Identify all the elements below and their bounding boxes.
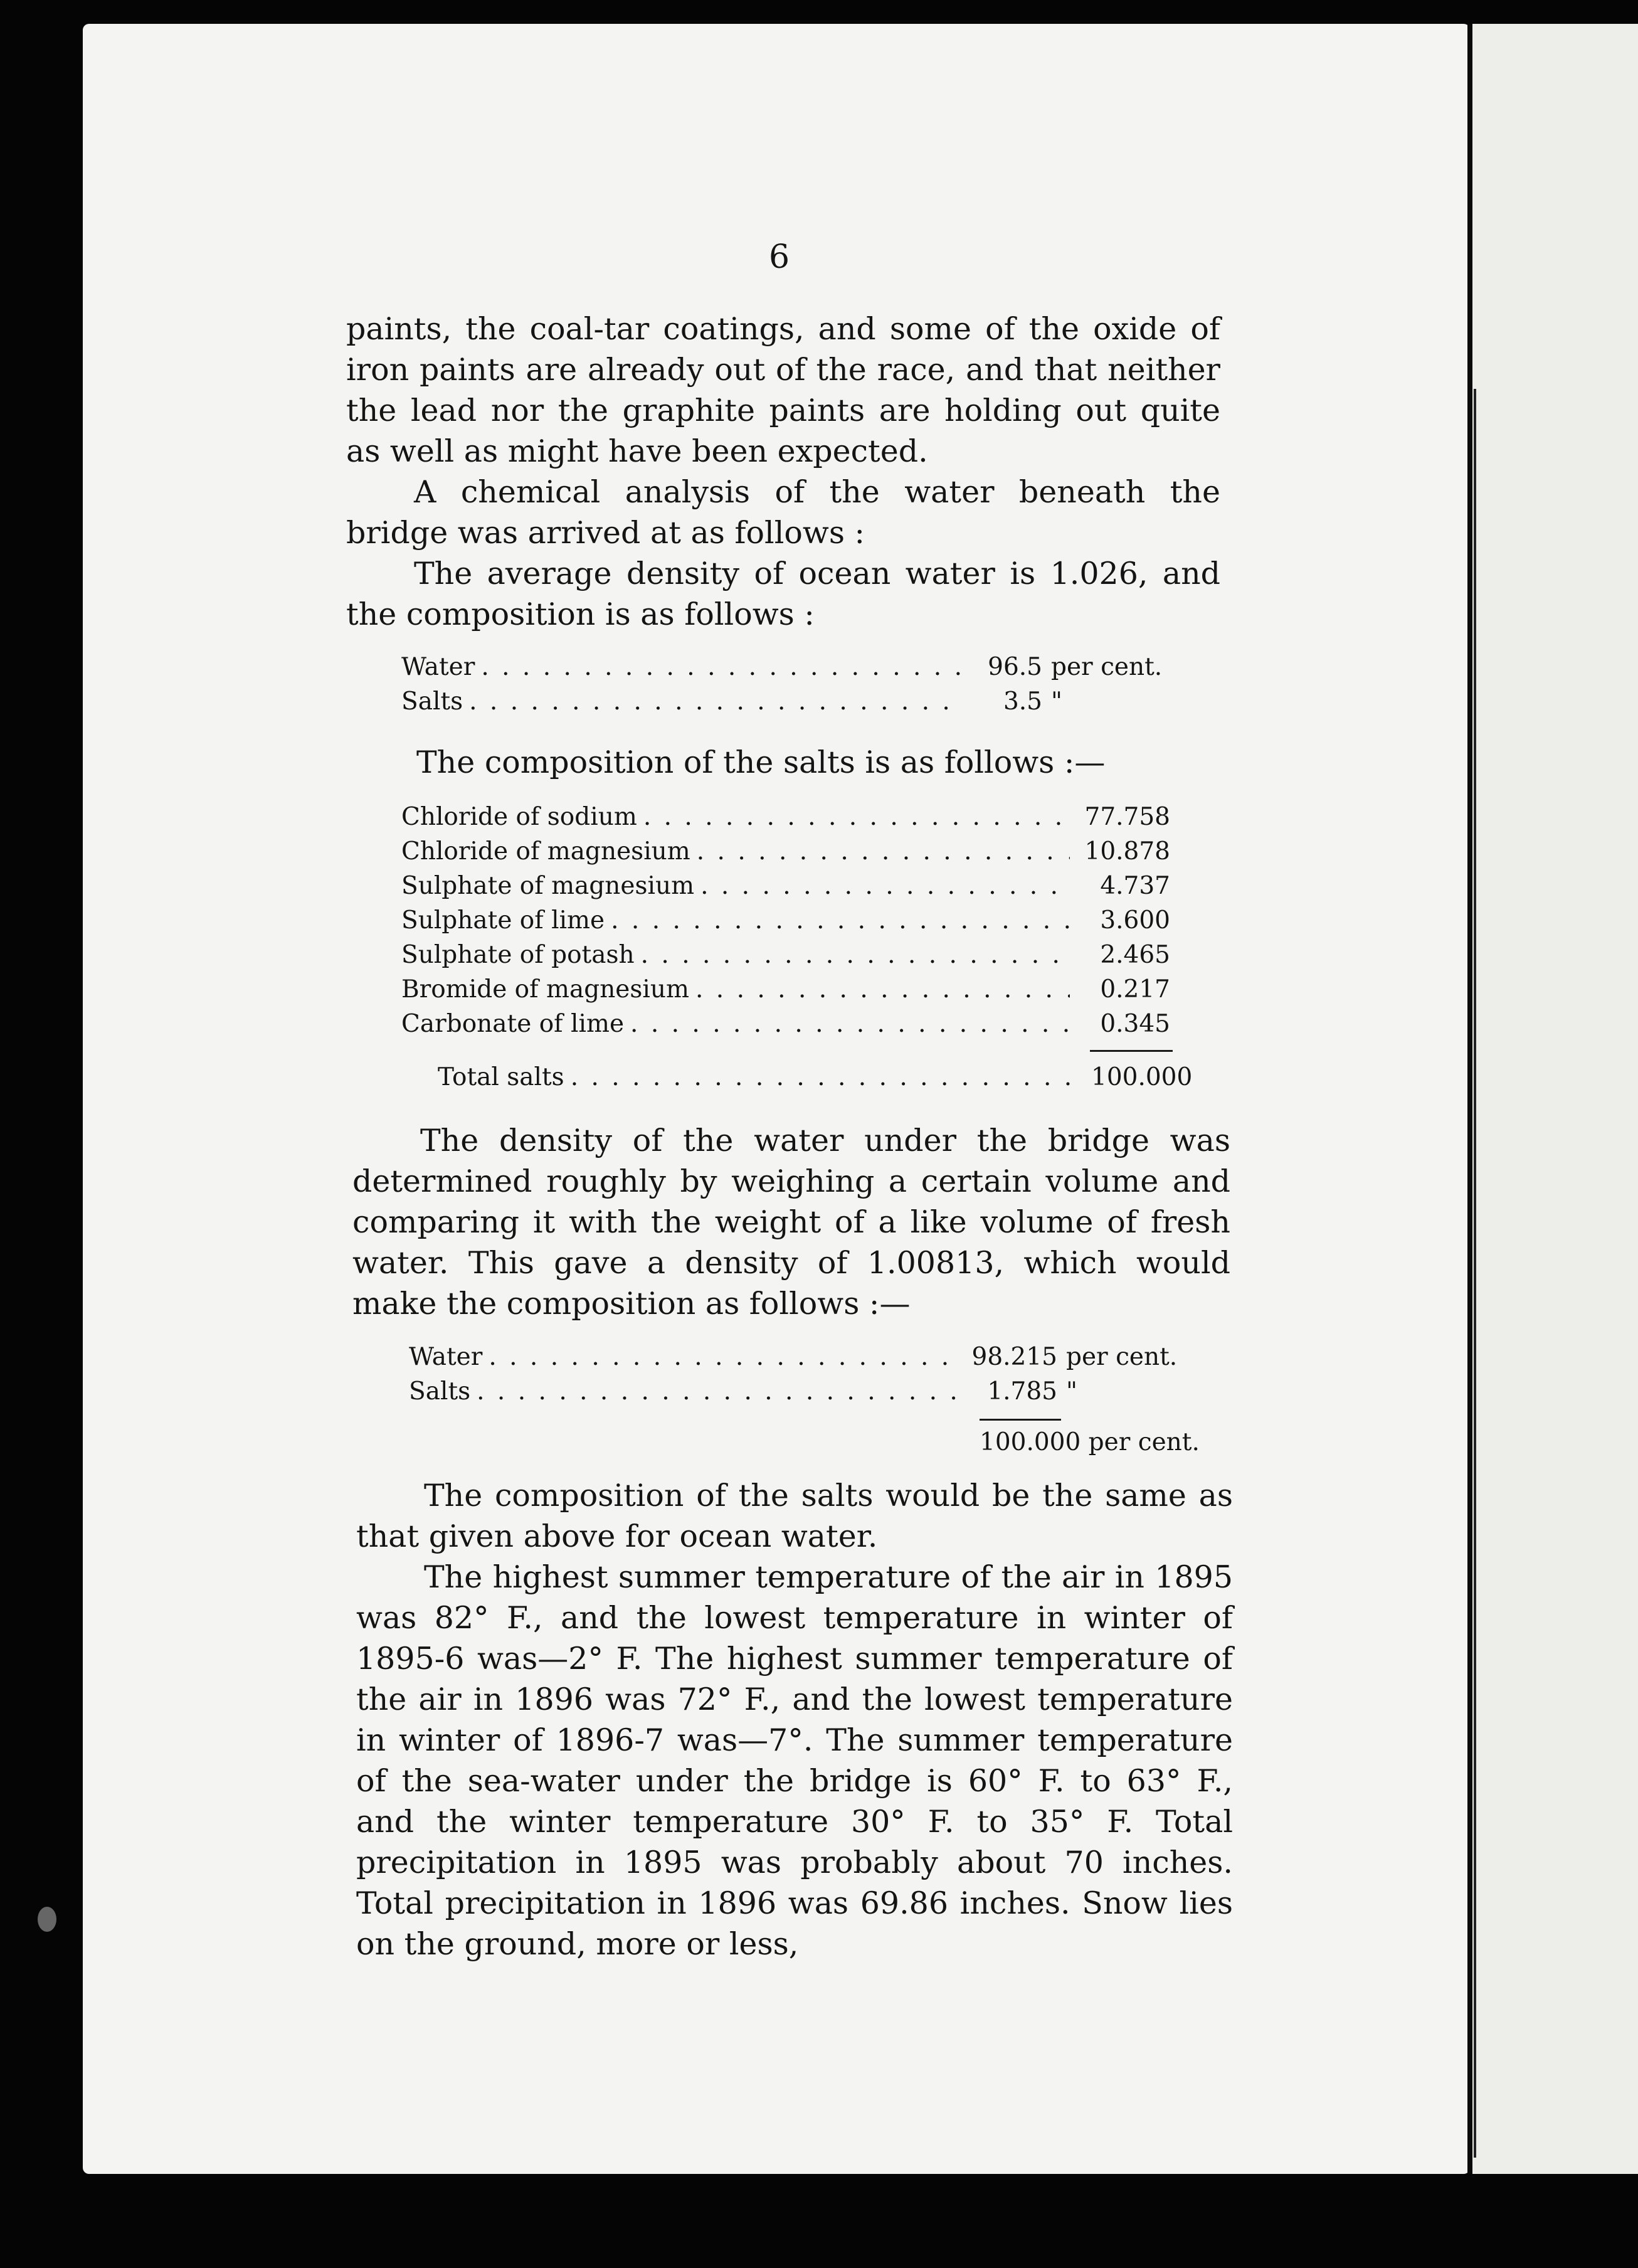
row-value: 77.758: [1084, 803, 1170, 831]
leader-dots: [641, 938, 1070, 972]
leader-dots: [477, 1374, 957, 1409]
bridge-total: 100.000 per cent.: [980, 1428, 1200, 1456]
row-label: Chloride of magnesium: [401, 837, 690, 866]
row-value: 3.600: [1100, 906, 1170, 935]
scan-artifact: [38, 1907, 56, 1932]
table-row: [409, 1340, 1181, 1374]
paragraph-density: The density of the water under the bridge was determined roughly by weighing a certain volume and comparing it with the weight of a like volume of fresh water. This gave a density of 1.00813, which would make the composition as follows :—: [352, 1123, 1230, 1322]
row-label: Water: [409, 1343, 483, 1371]
row-label: Sulphate of lime: [401, 906, 605, 935]
table-row: [401, 869, 1170, 903]
facing-page-edge: [1471, 24, 1638, 2174]
row-value: 1.785: [987, 1377, 1057, 1406]
table-row: [401, 938, 1170, 972]
sum-rule: [980, 1419, 1061, 1421]
table-row: [401, 800, 1170, 834]
table-row: [401, 684, 1166, 719]
row-value: 96.5: [988, 653, 1042, 681]
table-row: [401, 834, 1170, 869]
page-number: 6: [769, 238, 790, 276]
table-row: [409, 1374, 1181, 1409]
table-row: [401, 903, 1170, 938]
gutter-shadow: [1474, 389, 1476, 2158]
leader-dots: [469, 684, 961, 719]
row-label: Water: [401, 653, 475, 681]
leader-dots: [697, 834, 1070, 869]
sum-rule: [1090, 1050, 1173, 1052]
salts-total-row: [438, 1060, 1193, 1094]
row-label: Salts: [409, 1377, 471, 1406]
leader-dots: [571, 1060, 1085, 1094]
table-row: [401, 650, 1166, 684]
paragraph-analysis: A chemical analysis of the water beneath the bridge was arrived at as follows :: [346, 474, 1220, 551]
table-row: [401, 1007, 1170, 1041]
paragraph-same-composition: The composition of the salts would be the same as that given above for ocean water.: [356, 1478, 1233, 1554]
row-value: 98.215: [971, 1343, 1057, 1371]
row-value: 3.5: [1003, 687, 1042, 716]
leader-dots: [611, 903, 1070, 938]
leader-dots: [700, 869, 1070, 903]
closing-text: [356, 1475, 1233, 1964]
table-row: [438, 1060, 1193, 1094]
row-label: Bromide of magnesium: [401, 975, 689, 1004]
table-row: [401, 972, 1170, 1007]
row-value: 100.000: [1091, 1063, 1193, 1091]
row-value: 2.465: [1100, 941, 1170, 969]
row-label: Carbonate of lime: [401, 1010, 625, 1038]
row-label: Salts: [401, 687, 463, 716]
leader-dots: [643, 800, 1070, 834]
leader-dots: [489, 1340, 957, 1374]
row-label: Sulphate of magnesium: [401, 872, 695, 900]
paragraph-temperatures: The highest summer temperature of the air in 1895 was 82° F., and the lowest temperature in winter of 1895-6 was—2° F. The highest summer temperature of the air in 1896 was 72° F., and the lowest temperature in winter of 1896-7 was—7°. The summer temperature of the sea-water under the bridge is 60° F. to 63° F., and the winter temperature 30° F. to 35° F. Total precipitation in 1895 was probably about 70 inches. Total precipitation in 1896 was 69.86 inches. Snow lies on the ground, more or less,: [356, 1559, 1233, 1962]
row-value: 0.345: [1100, 1010, 1170, 1038]
salts-heading: The composition of the salts is as follows :—: [416, 745, 1106, 780]
row-label: Total salts: [438, 1063, 564, 1091]
intro-text: [346, 309, 1220, 635]
leader-dots: [630, 1007, 1070, 1041]
page-gutter: [1467, 24, 1472, 2174]
row-label: Chloride of sodium: [401, 803, 637, 831]
row-unit: per cent.: [1051, 653, 1163, 681]
paragraph-continuation: paints, the coal-tar coatings, and some of the oxide of iron paints are already out of the race, and that neither the lead nor the graphite paints are holding out quite as well as might have been expected.: [346, 311, 1220, 469]
ocean-composition-table: [401, 650, 1166, 719]
bridge-composition-table: [409, 1340, 1181, 1409]
leader-dots: [481, 650, 961, 684]
salts-table: [401, 800, 1170, 1041]
leader-dots: [695, 972, 1070, 1007]
row-unit: ": [1066, 1377, 1077, 1406]
density-text: [352, 1120, 1230, 1324]
row-label: Sulphate of potash: [401, 941, 635, 969]
row-unit: ": [1051, 687, 1062, 716]
paragraph-ocean-density: The average density of ocean water is 1.026, and the composition is as follows :: [346, 556, 1220, 632]
row-value: 4.737: [1100, 872, 1170, 900]
row-unit: per cent.: [1066, 1343, 1178, 1371]
row-value: 0.217: [1100, 975, 1170, 1004]
row-value: 10.878: [1084, 837, 1170, 866]
